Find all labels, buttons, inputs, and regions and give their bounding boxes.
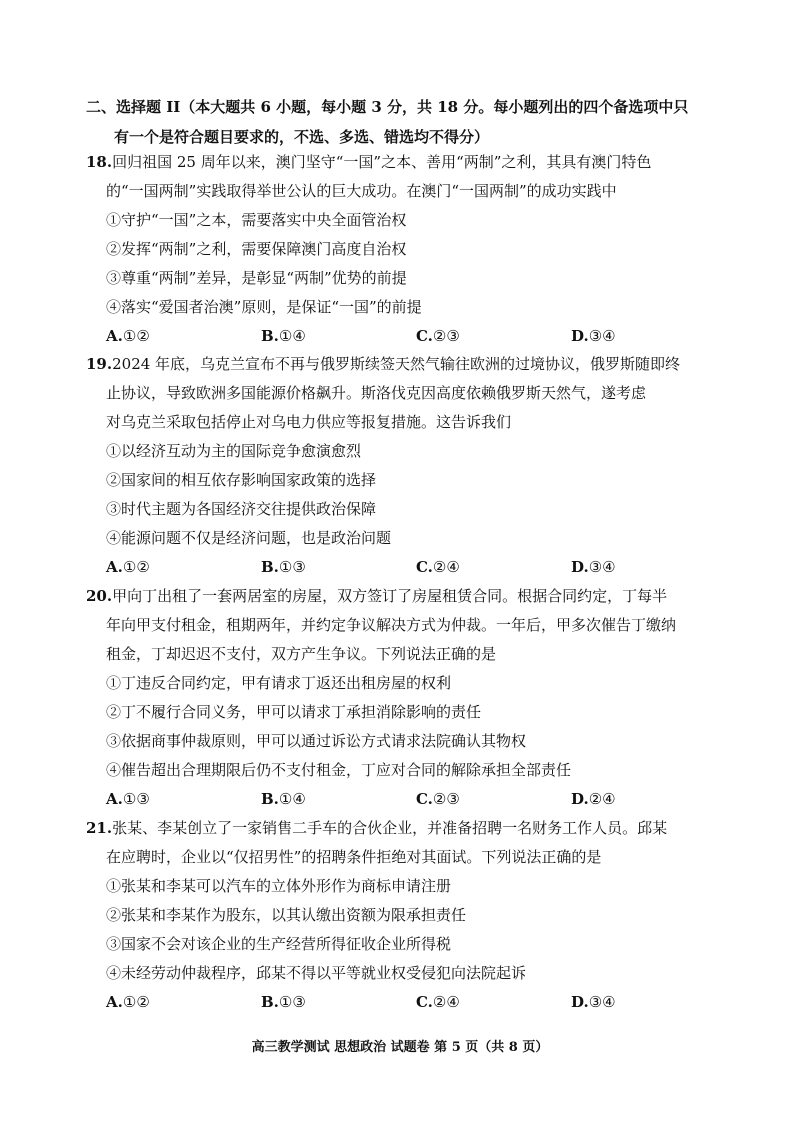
question-stem bbox=[86, 814, 726, 872]
option-statement: ④未经劳动仲裁程序，邱某不得以平等就业权受侵犯向法院起诉 bbox=[106, 964, 527, 982]
answer-choice-a: A.①② bbox=[106, 327, 150, 345]
answer-choices bbox=[86, 322, 726, 351]
answer-choice-a: A.①② bbox=[106, 558, 150, 576]
question-19 bbox=[86, 350, 726, 582]
option-statement: ①丁违反合同约定，甲有请求丁返还出租房屋的权利 bbox=[106, 674, 452, 692]
answer-choice-c: C.②③ bbox=[416, 327, 460, 345]
answer-choice-b: B.①③ bbox=[261, 558, 306, 576]
answer-choice-d: D.③④ bbox=[571, 558, 616, 576]
section-header-line1: 二、选择题 II（本大题共 6 小题，每小题 3 分，共 18 分。每小题列出的四个备选项中只 bbox=[86, 98, 689, 116]
question-stem-line: 的“一国两制”实践取得举世公认的巨大成功。在澳门“一国两制”的成功实践中 bbox=[106, 182, 617, 200]
answer-choices bbox=[86, 553, 726, 582]
question-stem-line: 在应聘时，企业以“仅招男性”的招聘条件拒绝对其面试。下列说法正确的是 bbox=[106, 848, 602, 866]
question-18 bbox=[86, 148, 726, 351]
option-statement: ④落实“爱国者治澳”原则，是保证“一国”的前提 bbox=[106, 298, 422, 316]
answer-choice-d: D.③④ bbox=[571, 993, 616, 1011]
answer-choice-a: A.①③ bbox=[106, 790, 150, 808]
option-statement: ②发挥“两制”之利，需要保障澳门高度自治权 bbox=[106, 240, 407, 258]
option-statement: ③依据商事仲裁原则，甲可以通过诉讼方式请求法院确认其物权 bbox=[106, 732, 527, 750]
question-stem-line: 租金，丁却迟迟不支付，双方产生争议。下列说法正确的是 bbox=[106, 645, 497, 663]
option-statement: ②国家间的相互依存影响国家政策的选择 bbox=[106, 471, 377, 489]
question-number: 18. bbox=[86, 153, 113, 171]
question-stem bbox=[86, 350, 726, 437]
question-stem bbox=[86, 582, 726, 669]
answer-choice-d: D.②④ bbox=[571, 790, 616, 808]
question-20 bbox=[86, 582, 726, 814]
question-stem-line: 对乌克兰采取包括停止对乌电力供应等报复措施。这告诉我们 bbox=[106, 413, 512, 431]
option-statement: ④能源问题不仅是经济问题，也是政治问题 bbox=[106, 529, 392, 547]
question-stem-line: 止协议，导致欧洲多国能源价格飙升。斯洛伐克因高度依赖俄罗斯天然气，遂考虑 bbox=[106, 384, 647, 402]
option-statement: ②张某和李某作为股东，以其认缴出资额为限承担责任 bbox=[106, 906, 467, 924]
option-statement: ④催告超出合理期限后仍不支付租金，丁应对合同的解除承担全部责任 bbox=[106, 761, 572, 779]
question-number: 20. bbox=[86, 587, 113, 605]
question-stem-line: 甲向丁出租了一套两居室的房屋，双方签订了房屋租赁合同。根据合同约定，丁每半 bbox=[112, 587, 668, 605]
answer-choices bbox=[86, 785, 726, 814]
answer-choice-b: B.①④ bbox=[261, 327, 306, 345]
section-header bbox=[86, 92, 726, 152]
option-statement: ③国家不会对该企业的生产经营所得征收企业所得税 bbox=[106, 935, 452, 953]
answer-choice-b: B.①④ bbox=[261, 790, 306, 808]
answer-choice-c: C.②④ bbox=[416, 993, 460, 1011]
answer-choice-c: C.②③ bbox=[416, 790, 460, 808]
option-statement: ③时代主题为各国经济交往提供政治保障 bbox=[106, 500, 377, 518]
question-number: 19. bbox=[86, 355, 113, 373]
option-statement: ③尊重“两制”差异，是彰显“两制”优势的前提 bbox=[106, 269, 407, 287]
option-statement: ②丁不履行合同义务，甲可以请求丁承担消除影响的责任 bbox=[106, 703, 482, 721]
question-stem bbox=[86, 148, 726, 206]
answer-choices bbox=[86, 988, 726, 1017]
option-statement: ①守护“一国”之本，需要落实中央全面管治权 bbox=[106, 211, 407, 229]
question-stem-line: 张某、李某创立了一家销售二手车的合伙企业，并准备招聘一名财务工作人员。邱某 bbox=[112, 819, 668, 837]
option-statement: ①以经济互动为主的国际竞争愈演愈烈 bbox=[106, 442, 362, 460]
question-stem-line: 年向甲支付租金，租期两年，并约定争议解决方式为仲裁。一年后，甲多次催告丁缴纳 bbox=[106, 616, 677, 634]
answer-choice-c: C.②④ bbox=[416, 558, 460, 576]
section-header-line2: 有一个是符合题目要求的，不选、多选、错选均不得分） bbox=[114, 128, 490, 146]
question-stem-line: 回归祖国 25 周年以来，澳门坚守“一国”之本、善用“两制”之利，其具有澳门特色 bbox=[112, 153, 652, 171]
answer-choice-d: D.③④ bbox=[571, 327, 616, 345]
answer-choice-b: B.①③ bbox=[261, 993, 306, 1011]
question-21 bbox=[86, 814, 726, 1017]
question-number: 21. bbox=[86, 819, 113, 837]
option-statement: ①张某和李某可以汽车的立体外形作为商标申请注册 bbox=[106, 877, 452, 895]
page-footer: 高三教学测试 思想政治 试题卷 第 5 页（共 8 页） bbox=[251, 1040, 549, 1055]
question-stem-line: 2024 年底，乌克兰宣布不再与俄罗斯续签天然气输往欧洲的过境协议，俄罗斯随即终 bbox=[112, 355, 681, 373]
answer-choice-a: A.①② bbox=[106, 993, 150, 1011]
